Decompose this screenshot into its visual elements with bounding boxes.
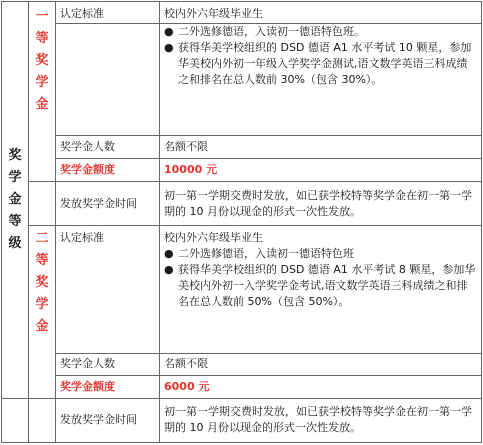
bullet-icon: ● [164,24,174,38]
tier-char: 学 [35,297,49,313]
criteria-label: 认定标准 [56,226,160,354]
scholarship-table [1,1,482,443]
criteria-label-cont [56,23,160,135]
criteria-list-cell [160,23,482,135]
tier-char: 等 [35,253,49,269]
criteria-intro: 校内外六年级毕业生 [164,7,263,20]
bullet-icon: ● [164,40,174,54]
tier1-title [29,2,56,182]
list-item [164,246,477,262]
criteria-intro: 校内外六年级毕业生 [164,231,263,245]
tier2-title [29,226,56,399]
amount-label: 奖学金额度 [56,375,160,398]
tier1-title-tail [29,182,56,226]
criteria-content [160,2,482,24]
list-item-text: 二外选修德语，入读初一德语特色班。 [178,24,365,38]
side-title [2,2,29,399]
time-label: 发放奖学金时间 [56,398,160,442]
tier-char: 等 [35,31,49,46]
tier-char: 金 [35,319,49,335]
side-title-char: 级 [8,235,22,251]
count-label: 奖学金人数 [56,353,160,375]
amount-value: 10000 元 [160,159,482,182]
side-title-char: 金 [8,191,22,207]
count-label: 奖学金人数 [56,136,160,159]
side-title-char: 学 [8,169,22,185]
count-value: 名额不限 [160,136,482,159]
tier2-title-tail [29,398,56,442]
amount-label: 奖学金额度 [56,159,160,182]
amount-value: 6000 元 [160,375,482,398]
tier-char: 奖 [35,53,49,68]
criteria-list [164,24,477,88]
list-item [164,262,477,310]
side-title-tail [2,398,29,442]
tier-char: 奖 [35,275,49,291]
time-label: 发放奖学金时间 [56,182,160,226]
tier-char: 学 [35,75,49,90]
list-item-text: 获得华美学校组织的 DSD 德语 A1 水平考试 10 颗星，参加华美校内外初一年级入学奖学金测试,语文数学英语三科成绩之和排名在总人数前 30%（包含 30%）。 [178,40,472,86]
bullet-icon: ● [164,263,174,277]
tier-char: 金 [35,97,49,112]
list-item [164,40,477,88]
count-value: 名额不限 [160,353,482,375]
tier-char: 二 [35,231,49,247]
time-value: 初一第一学期交费时发放，如已获学校特等奖学金在初一第一学期的 10 月份以现金的形式一次性发放。 [160,398,482,442]
list-item [164,24,477,40]
criteria-content [160,226,482,354]
criteria-list [164,246,477,310]
tier-char: 一 [35,9,49,24]
criteria-label: 认定标准 [56,2,160,24]
list-item-text: 二外选修德语，入读初一德语特色班 [178,247,354,261]
list-item-text: 获得华美学校组织的 DSD 德语 A1 水平考试 8 颗星，参加华美校内外初一入学奖学金考试,语文数学英语三科成绩之和排名在总人数前 50%（包含 50%）。 [178,263,476,309]
bullet-icon: ● [164,247,174,261]
time-value: 初一第一学期交费时发放，如已获学校特等奖学金在初一第一学期的 10 月份以现金的形式一次性发放。 [160,182,482,226]
side-title-char: 等 [8,213,22,229]
side-title-char: 奖 [8,147,22,163]
